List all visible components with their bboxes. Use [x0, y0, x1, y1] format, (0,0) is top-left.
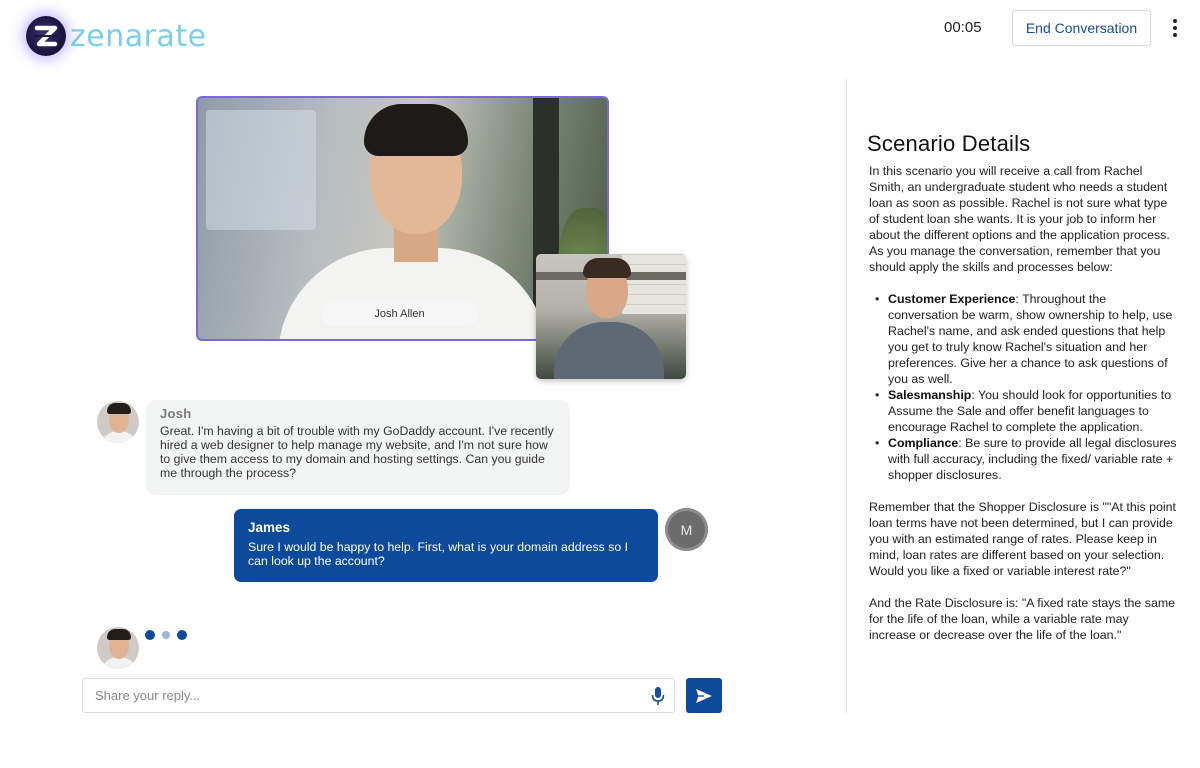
outgoing-message [234, 509, 658, 582]
skill-item [871, 291, 1177, 387]
skill-term: Customer Experience [888, 292, 1016, 306]
kebab-menu-icon[interactable] [1166, 16, 1184, 40]
scenario-title: Scenario Details [867, 131, 1031, 156]
microphone-icon[interactable] [649, 686, 667, 706]
message-sender: Josh [160, 406, 192, 421]
skill-text: : Throughout the conversation be warm, show ownership to help, use Rachel's name, and ask ended questions that help you get to truly know Rachel's situation and her preferences. Give her a chance to ask questions of you as well. [888, 292, 1173, 386]
incoming-message [146, 400, 570, 495]
user-avatar: M [665, 508, 708, 551]
message-text: Sure I would be happy to help. First, what is your domain address so I can look up the account? [248, 540, 629, 568]
panel-divider [846, 78, 847, 714]
zenarate-logo [26, 16, 207, 56]
send-icon [695, 688, 713, 704]
logo-text: zenarate [70, 18, 207, 54]
typing-indicator [145, 630, 187, 640]
self-video-feed [536, 254, 686, 379]
skill-term: Compliance [888, 436, 959, 450]
scenario-details-panel [867, 131, 1177, 643]
scenario-skills-list [871, 291, 1177, 483]
call-timer: 00:05 [944, 19, 982, 36]
typing-dot [162, 631, 170, 639]
josh-avatar [97, 401, 139, 443]
zenarate-logo-icon [26, 16, 66, 56]
josh-typing-avatar [97, 627, 139, 669]
end-conversation-button[interactable]: End Conversation [1012, 10, 1151, 46]
skill-text: : Be sure to provide all legal disclosures with full accuracy, including the fixed/ variable rate + shopper disclosures. [888, 436, 1177, 482]
rate-disclosure: And the Rate Disclosure is: "A fixed rate stays the same for the life of the loan, while a variable rate may increase or decrease over the life of the loan." [869, 596, 1176, 642]
skill-item [871, 387, 1177, 435]
message-text: Great. I'm having a bit of trouble with my GoDaddy account. I've recently hired a web designer to help manage my website, and I'm not sure how to give them access to my domain and hosting settings. Can you guide me through the process? [160, 424, 554, 480]
typing-dot [177, 630, 187, 640]
reply-input[interactable] [95, 679, 635, 712]
message-sender: James [248, 520, 291, 535]
skill-item [871, 435, 1177, 483]
shopper-disclosure: Remember that the Shopper Disclosure is ""At this point loan terms have not been determined, but I can provide you with an estimated range of rates. Please keep in mind, loan rates are different based on your selection. Would you like a fixed or variable interest rate?" [869, 500, 1177, 578]
skill-text: : You should look for opportunities to Assume the Sale and offer benefit languages to encourage Rachel to complete the application. [888, 388, 1172, 434]
skill-term: Salesmanship [888, 388, 972, 402]
participant-name-label: Josh Allen [321, 301, 478, 326]
reply-box [82, 678, 675, 713]
scenario-intro: In this scenario you will receive a call from Rachel Smith, an undergraduate student who needs a student loan as soon as possible. Rachel is not sure what type of student loan she wants. It is your job to inform her about the different options and the application process. As you manage the conversation, remember that you should apply the skills and processes below: [869, 164, 1170, 274]
send-button[interactable] [686, 678, 722, 713]
typing-dot [145, 630, 155, 640]
